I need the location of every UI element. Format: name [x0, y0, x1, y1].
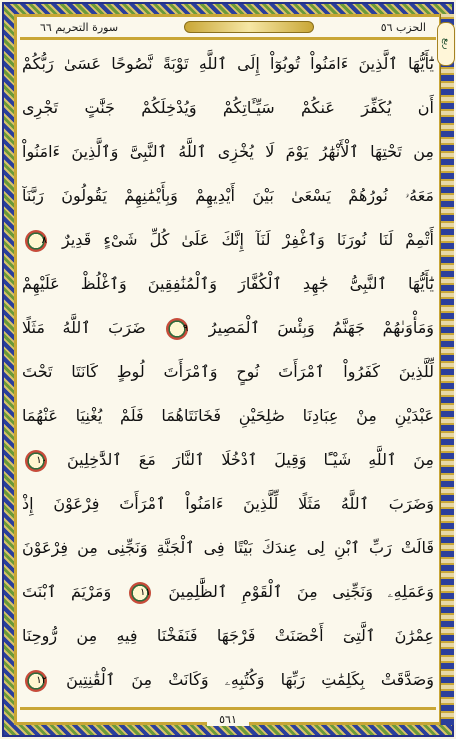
- hizb-marker-label: ربع: [441, 38, 451, 50]
- line-text: أَتْمِمْ لَنَا نُورَنَا وَٱغْفِرْ لَنَآ إِنَّكَ عَلَىٰ كُلِّ شَىْءٍ قَدِيرٌ: [62, 230, 434, 249]
- text-line: [22, 482, 434, 526]
- ayah-number-marker: ٨: [25, 230, 47, 252]
- ayah-number-marker: ٩: [166, 318, 188, 340]
- text-line: [22, 350, 434, 394]
- line-text: عِمْرَٰنَ ٱلَّتِىٓ أَحْصَنَتْ فَرْجَهَا فَنَفَخْنَا فِيهِ مِن رُّوحِنَا: [22, 626, 434, 645]
- line-text: يَٰٓأَيُّهَا ٱلَّذِينَ ءَامَنُواْ تُوبُوٓاْ إِلَى ٱللَّهِ تَوْبَةً نَّصُوحًا عَسَىٰ رَبُّكُمْ: [22, 54, 434, 73]
- text-line: [22, 394, 434, 438]
- line-text: قَالَتْ رَبِّ ٱبْنِ لِى عِندَكَ بَيْتًا فِى ٱلْجَنَّةِ وَنَجِّنِى مِن فِرْعَوْنَ: [22, 538, 434, 557]
- text-line: [22, 438, 434, 482]
- text-line: [22, 218, 434, 262]
- text-line: [22, 306, 434, 350]
- line-text: وَصَدَّقَتْ بِكَلِمَٰتِ رَبِّهَا وَكُتُبِهِۦ وَكَانَتْ مِنَ ٱلْقَٰنِتِينَ: [66, 670, 434, 689]
- hizb-quarter-marker: [437, 22, 455, 66]
- text-line: [22, 42, 434, 86]
- line-text: أَن يُكَفِّرَ عَنكُمْ سَيِّـَٔاتِكُمْ وَيُدْخِلَكُمْ جَنَّٰتٍ تَجْرِى: [22, 98, 434, 117]
- line-text: مِن تَحْتِهَا ٱلْأَنْهَٰرُ يَوْمَ لَا يُخْزِى ٱللَّهُ ٱلنَّبِىَّ وَٱلَّذِينَ ءَامَنُواْ: [22, 142, 434, 161]
- text-line: [22, 262, 434, 306]
- line-text: وَضَرَبَ ٱللَّهُ مَثَلًا لِّلَّذِينَ ءَامَنُواْ ٱمْرَأَتَ فِرْعَوْنَ إِذْ: [22, 494, 434, 513]
- page-number: ٥٦١: [207, 713, 249, 726]
- line-text: مِنَ ٱللَّهِ شَيْـًٔا وَقِيلَ ٱدْخُلَا ٱلنَّارَ مَعَ ٱلدَّٰخِلِينَ: [66, 450, 434, 469]
- text-line: [22, 130, 434, 174]
- text-line: [22, 174, 434, 218]
- ayah-number-marker: ١٠: [25, 450, 47, 472]
- text-line: [22, 86, 434, 130]
- ayah-number-marker: ١١: [129, 582, 151, 604]
- line-text: يَٰٓأَيُّهَا ٱلنَّبِىُّ جَٰهِدِ ٱلْكُفَّارَ وَٱلْمُنَٰفِقِينَ وَٱغْلُظْ عَلَيْهِمْ: [22, 274, 434, 293]
- page-footer: [20, 710, 436, 728]
- quran-text-area: [22, 42, 434, 702]
- line-text: عَبْدَيْنِ مِنْ عِبَادِنَا صَٰلِحَيْنِ فَخَانَتَاهُمَا فَلَمْ يُغْنِيَا عَنْهُمَا: [22, 406, 434, 425]
- line-text: مَعَهُۥ نُورُهُمْ يَسْعَىٰ بَيْنَ أَيْدِيهِمْ وَبِأَيْمَٰنِهِمْ يَقُولُونَ رَبَّنَآ: [22, 186, 434, 205]
- surah-label: سورة التحريم ٦٦: [40, 20, 119, 34]
- text-line: [22, 658, 434, 702]
- line-text: وَمَرْيَمَ ٱبْنَتَ: [22, 582, 112, 601]
- side-ornament-strip: [440, 14, 454, 725]
- header-ornament: [184, 21, 314, 33]
- page-header: [20, 18, 436, 36]
- line-text: وَمَأْوَىٰهُمْ جَهَنَّمُ وَبِئْسَ ٱلْمَصِيرُ: [208, 318, 434, 337]
- line-text: لِّلَّذِينَ كَفَرُواْ ٱمْرَأَتَ نُوحٍ وَٱمْرَأَتَ لُوطٍ كَانَتَا تَحْتَ: [22, 362, 434, 381]
- line-text: وَعَمَلِهِۦ وَنَجِّنِى مِنَ ٱلْقَوْمِ ٱلظَّٰلِمِينَ: [168, 582, 434, 601]
- line-text: ضَرَبَ ٱللَّهُ مَثَلًا: [22, 318, 146, 337]
- text-line: [22, 614, 434, 658]
- header-divider: [20, 37, 436, 40]
- text-line: [22, 570, 434, 614]
- juz-label: الحزب ٥٦: [380, 20, 426, 34]
- text-line: [22, 526, 434, 570]
- ayah-number-marker: ١٢: [25, 670, 47, 692]
